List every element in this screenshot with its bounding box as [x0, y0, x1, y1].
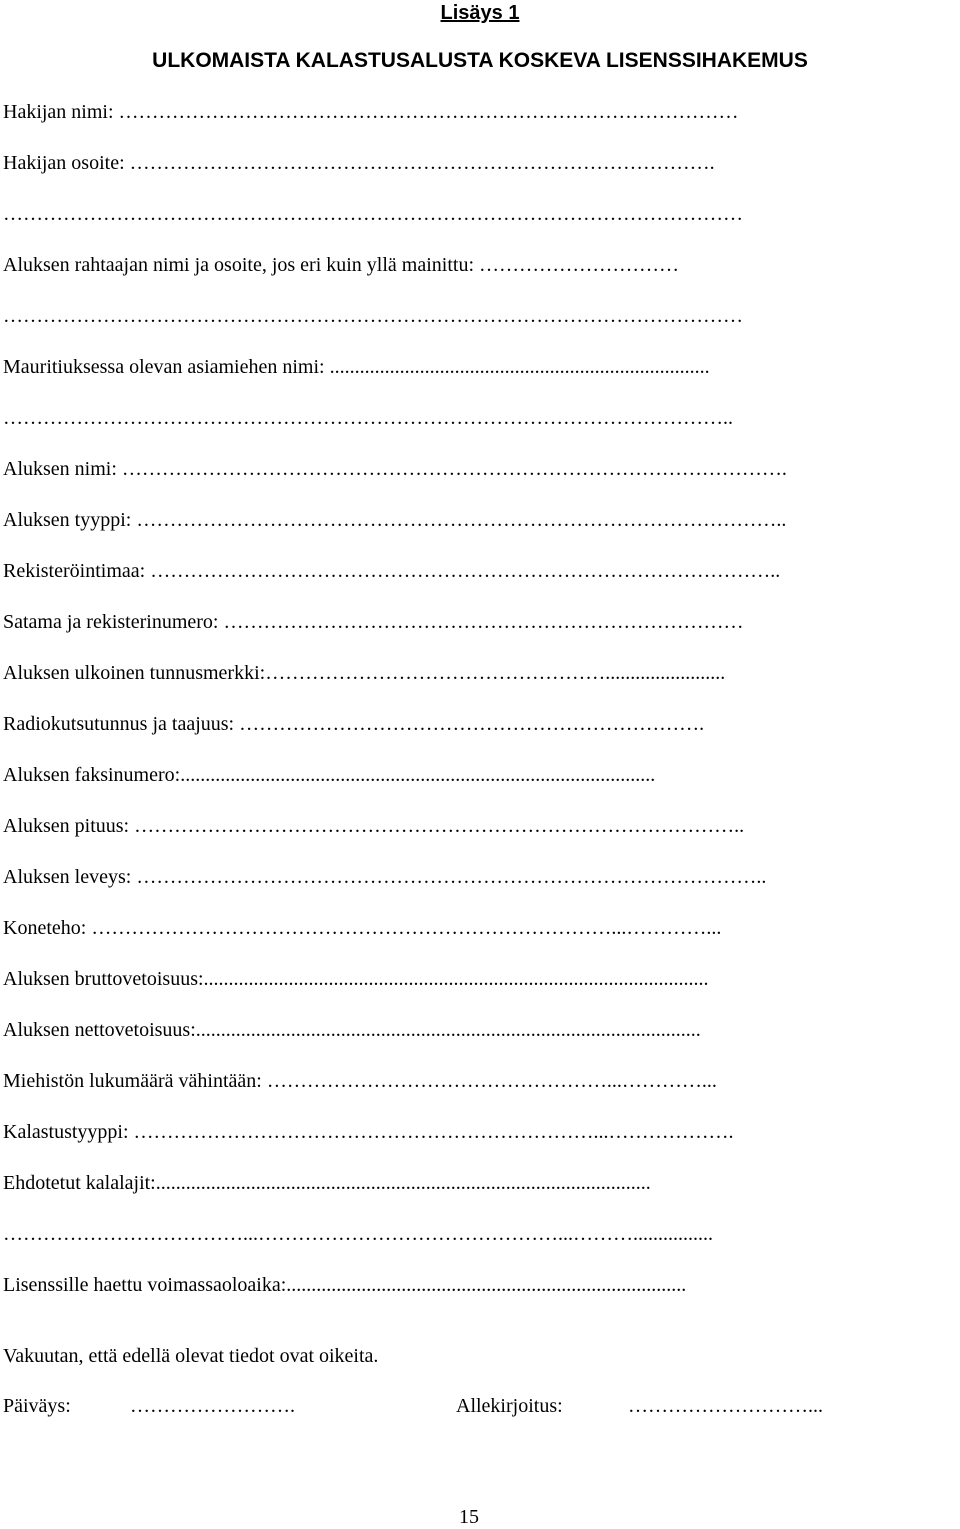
field-label: Ehdotetut kalalajit:	[3, 1172, 156, 1194]
form-field-row	[3, 510, 786, 530]
field-label: Rekisteröintimaa:	[3, 560, 146, 582]
field-input-line[interactable]: ……………………………………………………………………	[218, 611, 744, 633]
field-input-line[interactable]: ...............................................................................................	[180, 764, 656, 786]
field-input-line[interactable]: ……………………………………………………………...……………….	[128, 1121, 734, 1143]
form-field-row	[3, 255, 679, 275]
field-input-line[interactable]: …………………………………………………………………………………………………	[3, 203, 743, 225]
field-input-line[interactable]: ……………………………………………………………………...…………...	[86, 917, 722, 939]
form-field-row	[3, 765, 655, 785]
field-input-line[interactable]: …………………………………………………………………………………..	[131, 866, 767, 888]
field-input-line[interactable]: …………………………………………………………………………………	[113, 101, 739, 123]
field-label: Hakijan osoite:	[3, 152, 125, 174]
form-field-row	[3, 714, 704, 734]
form-field-row	[3, 561, 780, 581]
form-field-row	[3, 1275, 686, 1295]
field-input-line[interactable]: .....................................................................................................	[195, 1019, 701, 1041]
page-number: 15	[459, 1506, 479, 1528]
field-label: Miehistön lukumäärä vähintään:	[3, 1070, 262, 1092]
field-label: Radiokutsutunnus ja taajuus:	[3, 713, 235, 735]
field-label: Kalastustyyppi:	[3, 1121, 129, 1143]
field-input-line[interactable]: …………………………………………………………………………………..	[145, 560, 781, 582]
field-input-line[interactable]: ………………………………………………………………………………..	[129, 815, 745, 837]
date-label: Päiväys:	[3, 1395, 71, 1417]
field-input-line[interactable]: ................................................................................	[286, 1274, 687, 1296]
form-field-row	[3, 918, 721, 938]
form-title: ULKOMAISTA KALASTUSALUSTA KOSKEVA LISENSSIHAKEMUS	[152, 49, 808, 72]
form-field-row	[3, 1224, 713, 1244]
form-field-row	[3, 1173, 651, 1193]
date-field[interactable]: …………………….	[130, 1395, 295, 1417]
signature-field[interactable]: ………………………...	[628, 1395, 823, 1417]
field-input-line[interactable]: ............................................................................	[324, 356, 710, 378]
form-field-row	[3, 816, 744, 836]
field-label: Aluksen pituus:	[3, 815, 130, 837]
field-input-line[interactable]: …………………………	[474, 254, 680, 276]
field-label: Aluksen nettovetoisuus:	[3, 1019, 196, 1041]
form-field-row	[3, 663, 725, 683]
form-field-row	[3, 204, 743, 224]
field-input-line[interactable]: …………………………………………………………………………….	[124, 152, 715, 174]
field-input-line[interactable]: ……………………………………………………………………………………….	[116, 458, 787, 480]
field-label: Aluksen tyyppi:	[3, 509, 132, 531]
form-field-row	[3, 969, 709, 989]
field-label: Koneteho:	[3, 917, 87, 939]
form-field-row	[3, 408, 733, 428]
field-label: Aluksen nimi:	[3, 458, 117, 480]
field-label: Aluksen leveys:	[3, 866, 132, 888]
annex-label: Lisäys 1	[440, 2, 520, 24]
declaration-text: Vakuutan, että edellä olevat tiedot ovat oikeita.	[3, 1345, 379, 1367]
field-label: Lisenssille haettu voimassaoloaika:	[3, 1274, 287, 1296]
form-field-row	[3, 612, 743, 632]
form-field-row	[3, 1122, 734, 1142]
field-input-line[interactable]: ………………………………...………………………………………...………................	[3, 1223, 713, 1245]
field-input-line[interactable]: ……………………………………………………………………………………..	[131, 509, 787, 531]
form-field-row	[3, 1071, 717, 1091]
field-input-line[interactable]: …………………………………………………………….	[234, 713, 705, 735]
form-field-row	[3, 1020, 701, 1040]
field-input-line[interactable]: ………………………………………………………………………………………………..	[3, 407, 733, 429]
field-input-line[interactable]: ……………………………………………........................	[265, 662, 726, 684]
field-label: Aluksen rahtaajan nimi ja osoite, jos eri kuin yllä mainittu:	[3, 254, 475, 276]
field-input-line[interactable]: .....................................................................................................	[203, 968, 709, 990]
field-label: Aluksen bruttovetoisuus:	[3, 968, 204, 990]
field-label: Aluksen faksinumero:	[3, 764, 181, 786]
field-label: Satama ja rekisterinumero:	[3, 611, 219, 633]
field-label: Mauritiuksessa olevan asiamiehen nimi:	[3, 356, 325, 378]
form-field-row	[3, 153, 715, 173]
signature-label: Allekirjoitus:	[456, 1395, 563, 1417]
field-input-line[interactable]: …………………………………………………………………………………………………	[3, 305, 743, 327]
form-field-row	[3, 867, 766, 887]
field-label: Aluksen ulkoinen tunnusmerkki:	[3, 662, 266, 684]
field-input-line[interactable]: ...................................................................................................	[155, 1172, 651, 1194]
form-field-row	[3, 102, 739, 122]
form-field-row	[3, 306, 743, 326]
field-label: Hakijan nimi:	[3, 101, 114, 123]
form-field-row	[3, 459, 787, 479]
field-input-line[interactable]: ……………………………………………...…………...	[261, 1070, 717, 1092]
form-field-row	[3, 357, 710, 377]
